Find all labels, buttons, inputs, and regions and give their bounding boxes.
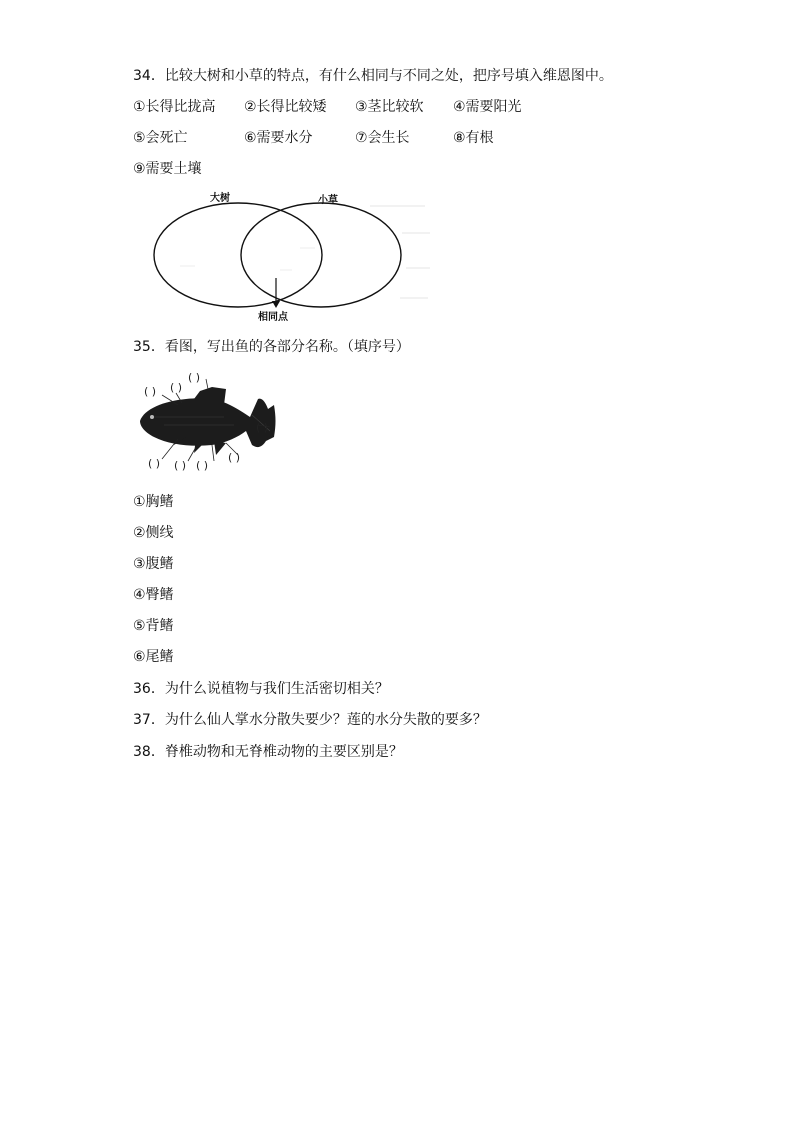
fish-part-1: ①胸鳍 xyxy=(133,494,174,510)
option-1: ①长得比拢高 xyxy=(133,99,216,115)
blank-lateral-line-a: ( ) xyxy=(144,385,157,398)
option-8: ⑧有根 xyxy=(453,130,494,146)
fish-part-3: ③腹鳍 xyxy=(133,556,174,572)
blank-anal-fin: ( ) xyxy=(228,451,241,464)
question-34-stem: 34．比较大树和小草的特点，有什么相同与不同之处，把序号填入维恩图中。 xyxy=(133,68,613,84)
fish-diagram xyxy=(134,365,294,477)
option-5: ⑤会死亡 xyxy=(133,130,188,146)
blank-ventral-fin-b: ( ) xyxy=(174,459,187,472)
small-grass-label: 小草 xyxy=(318,195,338,206)
fish-part-4: ④臀鳍 xyxy=(133,587,174,603)
big-tree-label: 大树 xyxy=(210,193,230,204)
question-35-stem: 35．看图，写出鱼的各部分名称。（填序号） xyxy=(133,339,410,355)
venn-diagram xyxy=(140,188,435,328)
fish-part-2: ②侧线 xyxy=(133,525,174,541)
option-9: ⑨需要土壤 xyxy=(133,161,202,177)
blank-lateral-line-b: ( ) xyxy=(170,381,183,394)
option-6: ⑥需要水分 xyxy=(244,130,313,146)
big-tree-circle xyxy=(154,203,322,307)
fish-part-6: ⑥尾鳍 xyxy=(133,649,174,665)
option-7: ⑦会生长 xyxy=(355,130,410,146)
small-grass-circle xyxy=(241,203,401,307)
blank-ventral-fin-a: ( ) xyxy=(196,459,209,472)
blank-tail-fin: ( ) xyxy=(256,421,269,434)
option-2: ②长得比较矮 xyxy=(244,99,327,115)
fish-part-5: ⑤背鳍 xyxy=(133,618,174,634)
blank-dorsal-fin: ( ) xyxy=(188,371,201,384)
question-37-stem: 37．为什么仙人掌水分散失要少？莲的水分失散的要多？ xyxy=(133,712,487,728)
blank-pectoral-fin: ( ) xyxy=(148,457,161,470)
question-38-stem: 38．脊椎动物和无脊椎动物的主要区别是？ xyxy=(133,744,403,760)
option-4: ④需要阳光 xyxy=(453,99,522,115)
question-36-stem: 36．为什么说植物与我们生活密切相关？ xyxy=(133,681,389,697)
common-points-label: 相同点 xyxy=(258,312,288,323)
option-3: ③茎比较软 xyxy=(355,99,424,115)
